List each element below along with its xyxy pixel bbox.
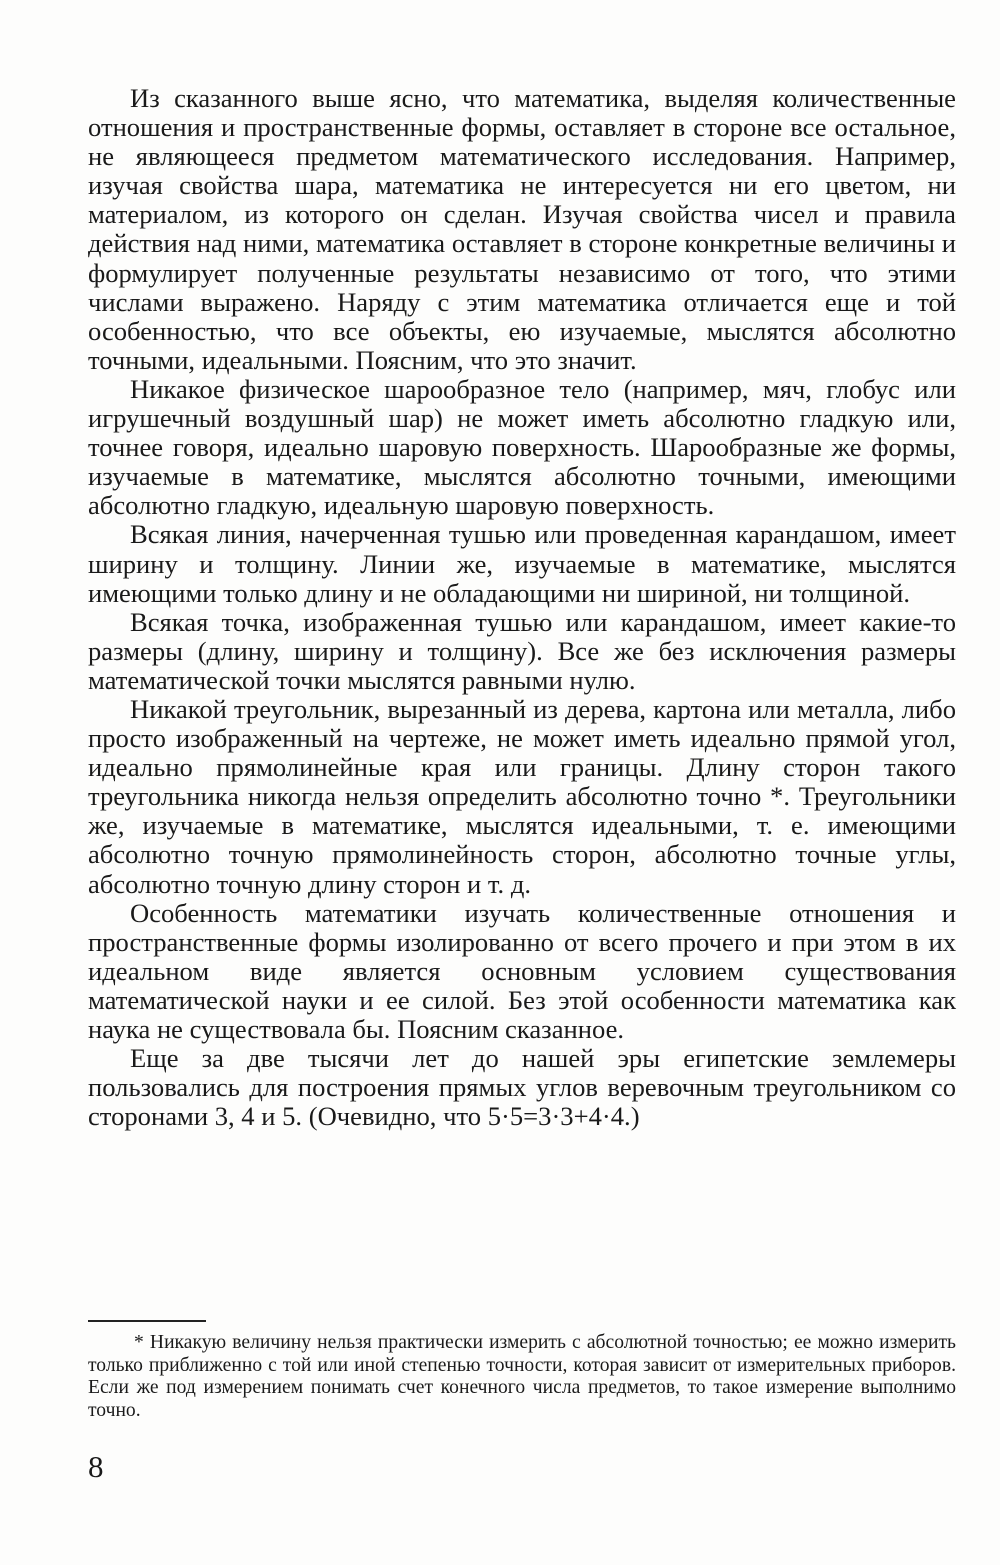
paragraph-6: Особенность математики изучать количественные отношения и пространственные формы изолированно от всего прочего и при этом в их идеальном виде является основным условием существования математической науки и ее силой. Без этой особенности математика как наука не существовала бы. Поясним сказанное. [88, 897, 956, 1044]
paragraph-3: Всякая линия, начерченная тушью или проведенная карандашом, имеет ширину и толщину. Линии же, изучаемые в математике, мыслятся имеющими только длину и не обладающими ни шириной, ни толщиной. [88, 519, 956, 608]
paragraph-4: Всякая точка, изображенная тушью или карандашом, имеет какие-то размеры (длину, ширину и толщину). Все же без исключения размеры математической точки мыслятся равными нулю. [88, 606, 956, 695]
footnote-divider [88, 1320, 206, 1322]
paragraph-7: Еще за две тысячи лет до нашей эры египетские землемеры пользовались для построения прямых углов веревочным треугольником со сторонами 3, 4 и 5. (Очевидно, что 5·5=3·3+4·4.) [88, 1043, 956, 1132]
paragraph-5: Никакой треугольник, вырезанный из дерева, картона или металла, либо просто изображенный на чертеже, не может иметь идеально прямой угол, идеально прямолинейные края или границы. Длину сторон такого треугольника никогда нельзя определить абсолютно точно *. Треугольники же, изучаемые в математике, мыслятся идеальными, т. е. имеющими абсолютно точную прямолинейность сторон, абсолютно точные углы, абсолютно точную длину сторон и т. д. [88, 693, 956, 899]
main-text [88, 84, 956, 1131]
footnote: * Никакую величину нельзя практически измерить с абсолютной точностью; ее можно измерить только приближенно с той или иной степенью точности, которая зависит от измерительных приборов. Если же под измерением понимать счет конечного числа предметов, то такое измерение выполнимо точно. [88, 1332, 956, 1421]
page-number: 8 [88, 1449, 104, 1484]
paragraph-2: Никакое физическое шарообразное тело (например, мяч, глобус или игрушечный воздушный шар) не может иметь абсолютно гладкую или, точнее говоря, идеально шаровую поверхность. Шарообразные же формы, изучаемые в математике, мыслятся абсолютно точными, имеющими абсолютно гладкую, идеальную шаровую поверхность. [88, 373, 956, 521]
paragraph-1: Из сказанного выше ясно, что математика, выделяя количественные отношения и пространственные формы, оставляет в стороне все остальное, не являющееся предметом математического исследования. Например, изучая свойства шара, математика не интересуется ни его цветом, ни материалом, из которого он сделан. Изучая свойства чисел и правила действия над ними, математика оставляет в стороне конкретные величины и формулирует полученные результаты независимо от того, что этими числами выражено. Наряду с этим математика отличается еще и той особенностью, что все объекты, ею изучаемые, мыслятся абсолютно точными, идеальными. Поясним, что это значит. [88, 83, 956, 375]
